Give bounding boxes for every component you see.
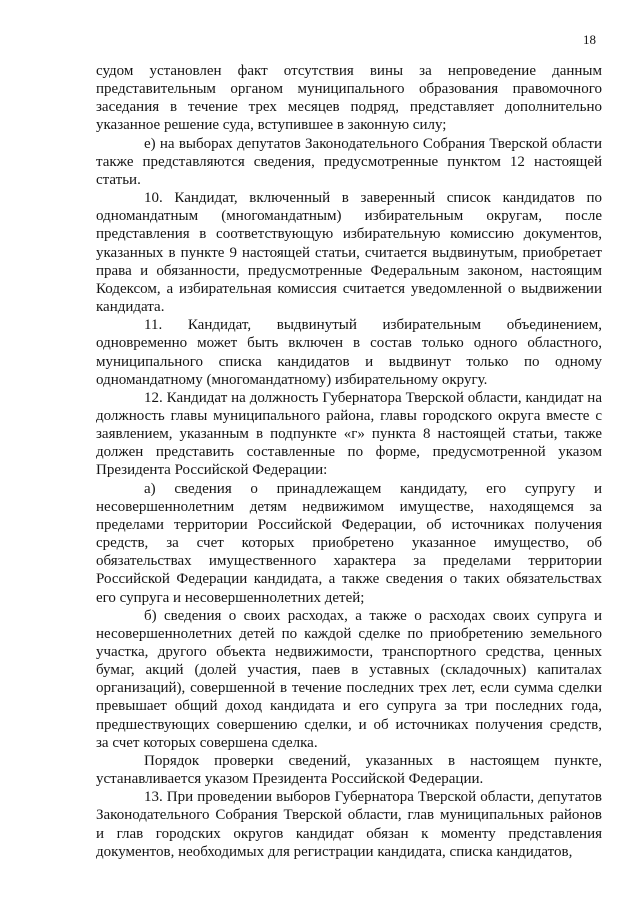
text-line: документов, необходимых для регистрации кандидата, списка кандидатов, <box>96 843 573 860</box>
text-line: заседания в течение трех месяцев подряд, представляет дополнительно <box>96 99 602 116</box>
text-line: указанных в пункте 9 настоящей статьи, считается выдвинутым, приобретает <box>96 244 602 261</box>
document-body <box>96 62 602 861</box>
text-line: Президента Российской Федерации: <box>96 462 328 479</box>
text-line: права и обязанности, предусмотренные Федеральным законом, настоящим <box>96 262 602 279</box>
text-line: устанавливается указом Президента Российской Федерации. <box>96 771 484 788</box>
text-line: одномандатному (многомандатному) избирательному округу. <box>96 371 488 388</box>
text-line: также представляются сведения, предусмотренные пунктом 12 настоящей <box>96 153 602 170</box>
text-line: статьи. <box>96 171 141 188</box>
paragraph <box>96 62 602 135</box>
text-line: обязательствах имущественного характера за пределами территории <box>96 553 602 570</box>
text-line: б) сведения о своих расходах, а также о расходах своих супруга и <box>144 607 602 624</box>
text-line: его супруга и несовершеннолетних детей; <box>96 589 365 606</box>
text-line: предшествующих совершению сделки, и об источниках получения средств, <box>96 716 602 733</box>
text-line: превышает общий доход кандидата и его супруга за три последних года, <box>96 698 602 715</box>
text-line: е) на выборах депутатов Законодательного Собрания Тверской области <box>144 135 602 152</box>
text-line: представления в соответствующую избирательную комиссию документов, <box>96 226 602 243</box>
text-line: бумаг, акций (долей участия, паев в уставных (складочных) капиталах <box>96 662 602 679</box>
text-line: должность главы муниципального района, главы городского округа вместе с <box>96 407 602 424</box>
text-line: указанное решение суда, вступившее в законную силу; <box>96 117 447 134</box>
paragraph <box>96 480 602 607</box>
text-line: представительным органом муниципального образования правомочного <box>96 81 602 98</box>
text-line: 10. Кандидат, включенный в заверенный список кандидатов по <box>144 190 602 207</box>
text-line: пределами территории Российской Федерации, об источниках получения <box>96 516 602 533</box>
text-line: кандидата. <box>96 299 165 316</box>
paragraph <box>96 389 602 480</box>
paragraph <box>96 752 602 788</box>
text-line: Российской Федерации кандидата, а также сведения о таких обязательствах <box>96 571 602 588</box>
paragraph <box>96 189 602 316</box>
text-line: несовершеннолетним детям недвижимом имуществе, находящемся за <box>96 498 602 515</box>
text-line: Кодексом, а избирательная комиссия считается уведомленной о выдвижении <box>96 280 602 297</box>
page-number: 18 <box>583 32 596 47</box>
text-line: 13. При проведении выборов Губернатора Тверской области, депутатов <box>144 789 602 806</box>
paragraph <box>96 135 602 189</box>
text-line: Порядок проверки сведений, указанных в настоящем пункте, <box>144 752 602 769</box>
text-line: участка, другого объекта недвижимости, транспортного средства, ценных <box>96 644 602 660</box>
text-line: муниципального списка кандидатов и выдвинут только по одному <box>96 353 602 370</box>
text-line: несовершеннолетних детей по каждой сделке по приобретению земельного <box>96 625 602 642</box>
paragraph <box>96 788 602 861</box>
text-line: заявлением, указанным в подпункте «г» пункта 8 настоящей статьи, также <box>96 426 602 443</box>
text-line: а) сведения о принадлежащем кандидату, его супругу и <box>144 480 602 497</box>
text-line: 12. Кандидат на должность Губернатора Тверской области, кандидат на <box>144 389 602 406</box>
paragraph <box>96 607 602 752</box>
text-line: за счет которых совершена сделка. <box>96 734 318 751</box>
text-line: 11. Кандидат, выдвинутый избирательным объединением, <box>144 317 602 334</box>
text-line: средств, за счет которых приобретено указанное имущество, об <box>96 535 602 552</box>
text-line: одномандатным (многомандатным) избирательным округам, после <box>96 208 602 225</box>
text-line: и глав городских округов кандидат обязан к моменту представления <box>96 825 602 842</box>
text-line: одновременно может быть включен в состав только одного областного, <box>96 335 602 352</box>
text-line: организаций), совершенной в течение последних трех лет, если сумма сделки <box>96 680 602 697</box>
text-line: Законодательного Собрания Тверской области, глав муниципальных районов <box>96 807 602 824</box>
text-line: судом установлен факт отсутствия вины за непроведение данным <box>96 63 602 79</box>
paragraph <box>96 316 602 389</box>
text-line: должен представить составленные по форме, предусмотренной указом <box>96 444 602 461</box>
